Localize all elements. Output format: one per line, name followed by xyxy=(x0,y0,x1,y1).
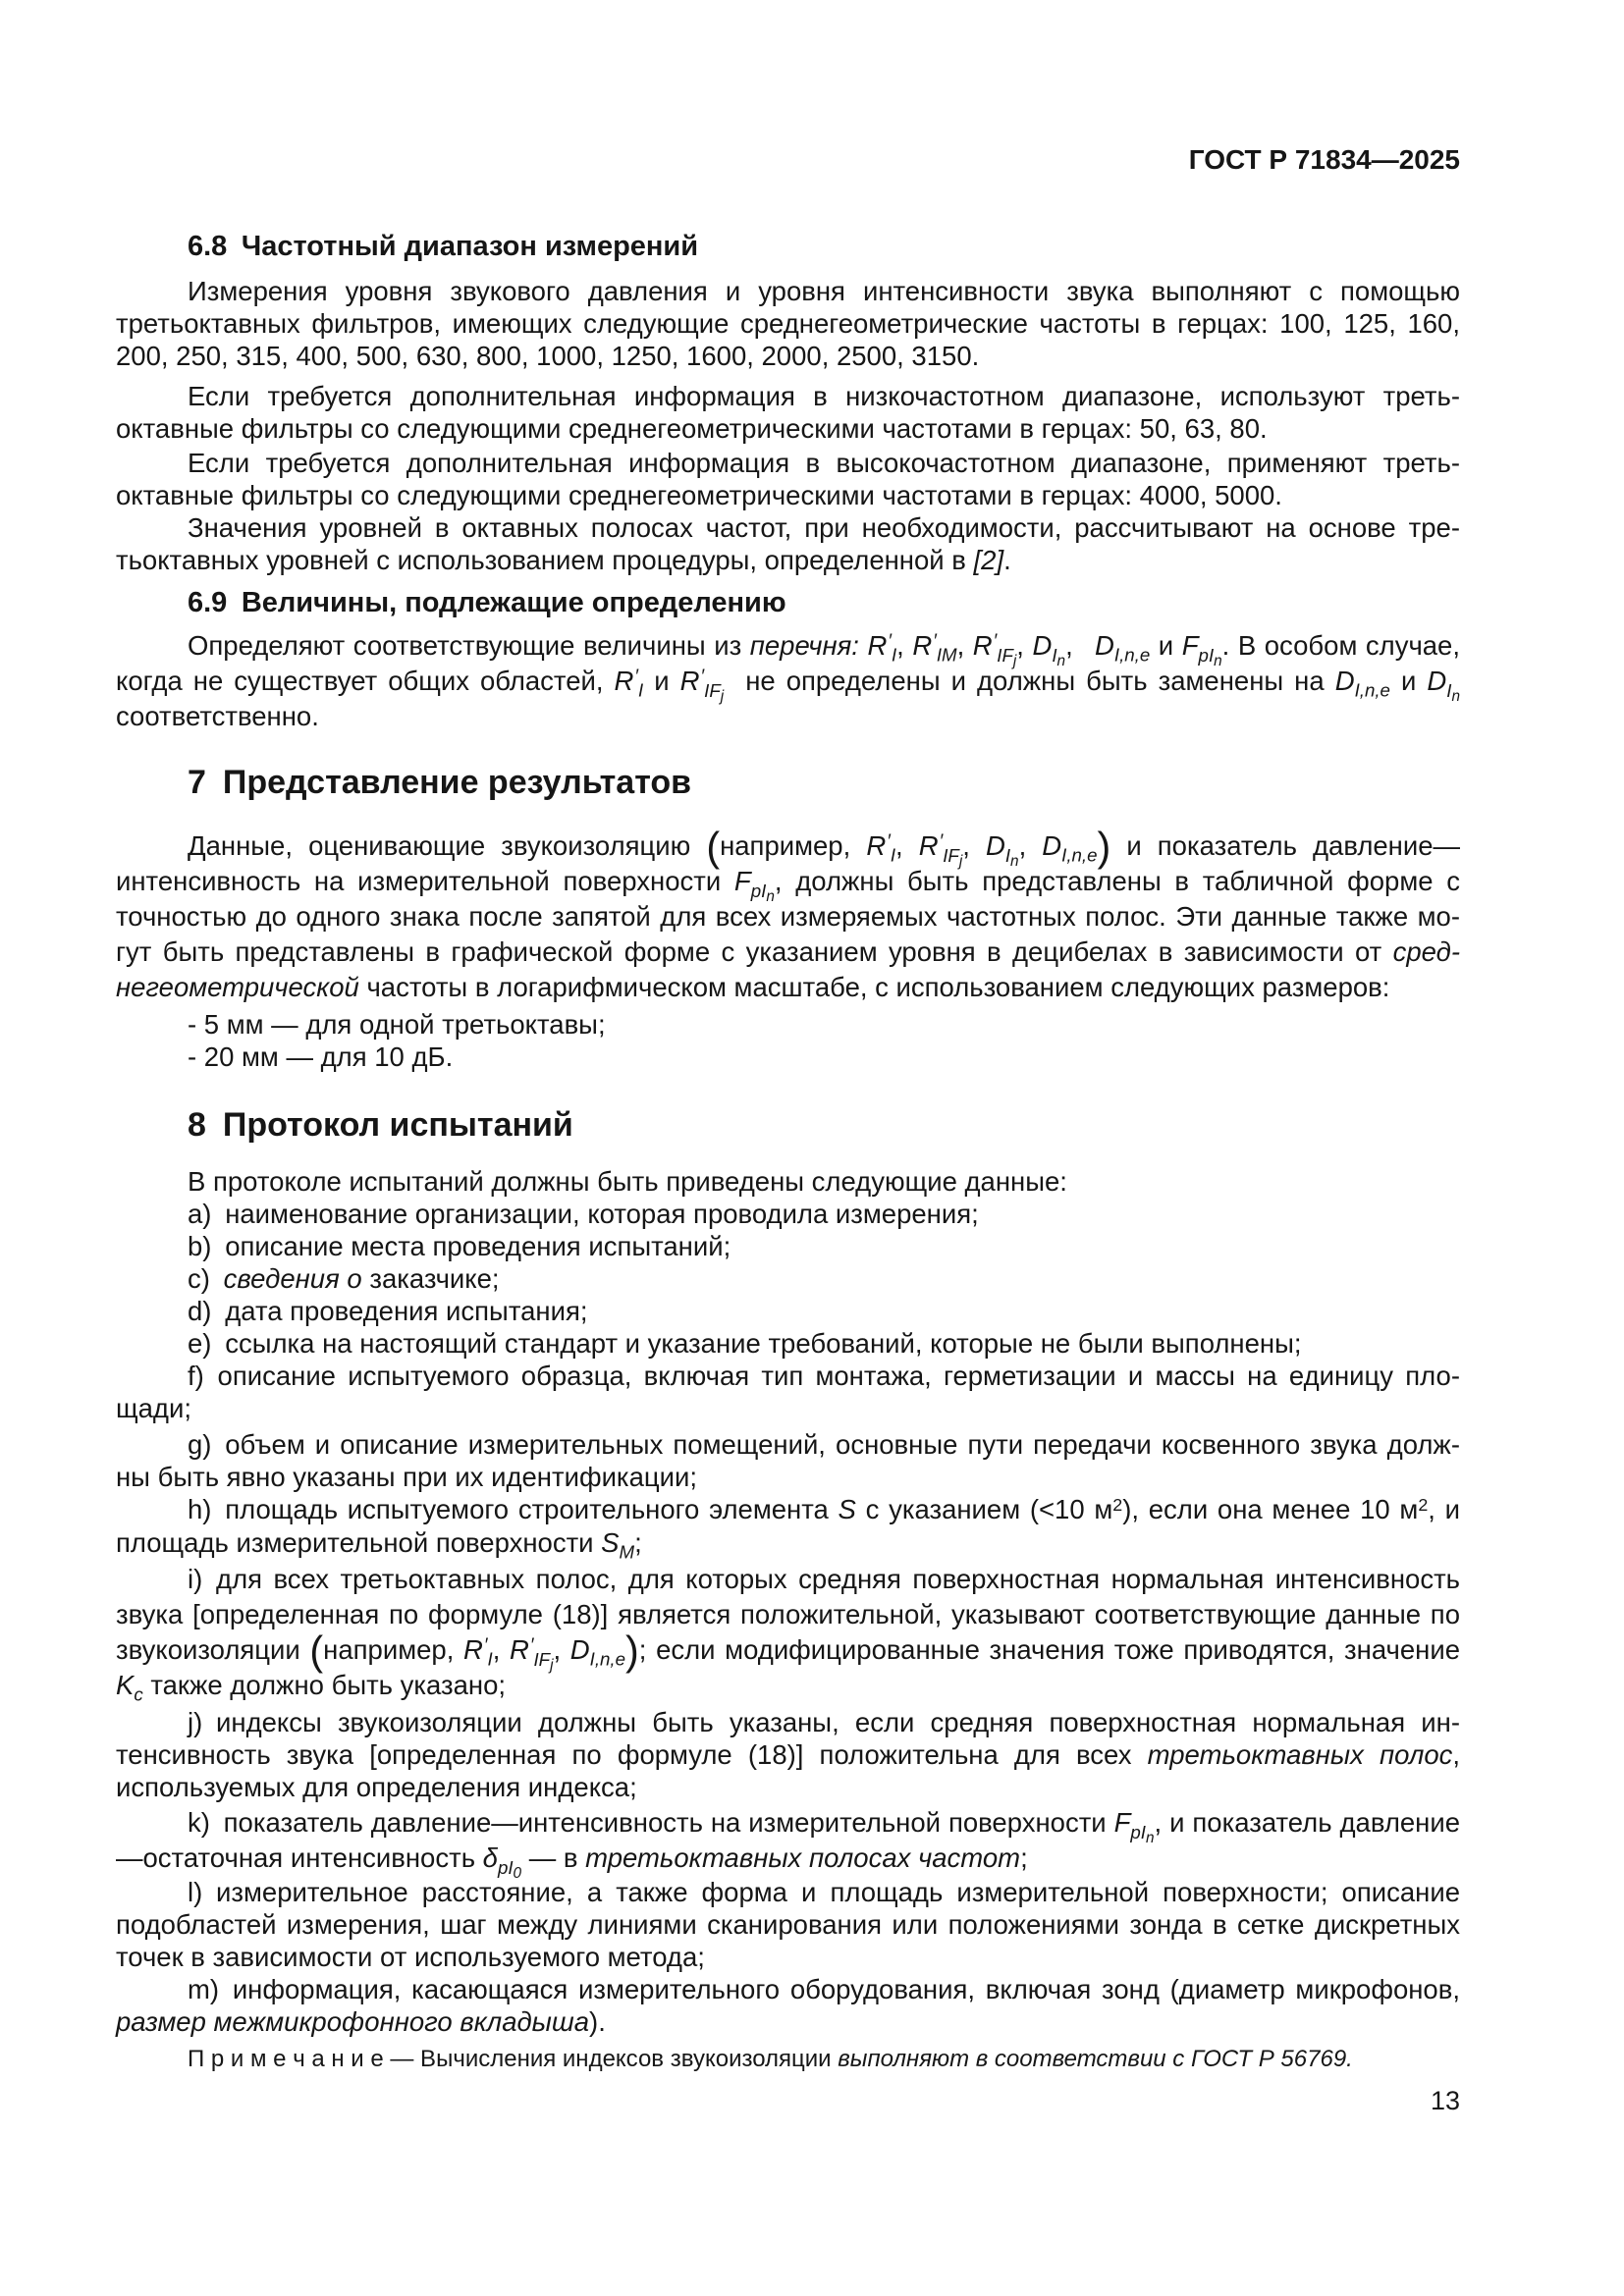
block-item-l xyxy=(116,1876,1468,1973)
block-p-freq3 xyxy=(116,447,1460,511)
block-item-d xyxy=(116,1295,1460,1327)
block-item-g xyxy=(116,1428,1460,1493)
text-run: f) описание испытуемого образца, включая тип монтажа, герметизации и массы на единицу площади; xyxy=(116,1361,1460,1423)
text-run: . xyxy=(1003,545,1011,575)
text-run: , xyxy=(553,1634,570,1665)
math-symbol: $R'_{IF_j}$ xyxy=(679,666,725,705)
block-h7: 7 Представление результатов xyxy=(188,764,692,801)
block-item-f xyxy=(116,1360,1460,1424)
page-number: 13 xyxy=(1430,2086,1460,2115)
math-symbol: $R'_{IF_j}$ xyxy=(918,830,963,870)
text-run: , xyxy=(962,830,986,861)
text-run: , xyxy=(956,630,973,661)
text-run: c) xyxy=(188,1263,224,1294)
block-item-m xyxy=(116,1973,1468,2038)
text-run: Определяют соответствующие величины из xyxy=(188,630,750,661)
block-item-e xyxy=(116,1327,1460,1360)
text-run: ; если модифицированные значения тоже приводятся, значение xyxy=(638,1634,1468,1665)
text-run: . В особом случае, когда не существует общих областей, xyxy=(116,630,1468,696)
italic-text: перечня: xyxy=(749,630,859,661)
math-symbol: $R'_{IM}$ xyxy=(912,630,957,666)
math-symbol: $S_M$ xyxy=(601,1527,635,1563)
text-run: l) измерительное расстояние, а также форма и площадь измерительной поверхности; описание подобластей измерения, шаг между линиями сканирования или положениями зонда в сетке дискретных точек в зависимости от используемого метода; xyxy=(116,1877,1468,1972)
math-symbol: $R'_I$ xyxy=(614,666,644,701)
italic-text: среднегеометрической xyxy=(116,936,1460,1002)
text-run: ), если она менее 10 м xyxy=(1122,1494,1419,1524)
block-p-values xyxy=(116,628,1468,734)
text-run: соответственно. xyxy=(116,666,1468,731)
text-run: — в xyxy=(521,1842,586,1873)
math-symbol: $R'_I$ xyxy=(866,830,896,866)
text-run: В протоколе испытаний должны быть приведены следующие данные: xyxy=(188,1166,1067,1197)
text-run: ; xyxy=(634,1527,642,1558)
italic-text: сведения о xyxy=(223,1263,362,1294)
block-item-h xyxy=(116,1493,1468,1563)
block-p-results xyxy=(116,824,1468,1005)
text-run: например, xyxy=(323,1634,463,1665)
block-p-freq4 xyxy=(116,511,1460,576)
math-symbol: $K_c$ xyxy=(116,1670,143,1705)
text-run: и xyxy=(1150,630,1182,661)
big-paren: ) xyxy=(1097,824,1111,870)
block-dash2 xyxy=(116,1041,1460,1073)
block-note xyxy=(116,2045,1460,2074)
text-run: с указанием (<10 м xyxy=(855,1494,1113,1524)
text-column xyxy=(116,144,1468,2115)
text-run: и xyxy=(643,666,680,696)
math-symbol: $D_{I,n,e}$ xyxy=(569,1634,626,1670)
text-run: - 5 мм — для одной третьоктавы; xyxy=(188,1009,606,1040)
text-run: - 20 мм — для 10 дБ. xyxy=(188,1041,454,1072)
block-p-freq1 xyxy=(116,275,1468,372)
text-run: Данные, оценивающие звукоизоляцию xyxy=(188,830,707,861)
italic-text: выполняют в соответствии с ГОСТ Р 56769. xyxy=(838,2046,1353,2072)
block-p-freq2 xyxy=(116,380,1460,445)
block-dash1 xyxy=(116,1008,1460,1041)
math-symbol: $D_{I_n}$ xyxy=(1032,630,1066,669)
document-body xyxy=(116,231,1468,2074)
math-symbol: $D_{I,n,e}$ xyxy=(1334,666,1390,701)
text-run: k) показатель давление—интенсивность на измерительной поверхности xyxy=(188,1807,1114,1838)
text-run: Измерения уровня звукового давления и уровня интенсивности звука выполняют с помощью третьоктавных фильтров, имеющих следующие среднегеометрические частоты в герцах: 100, 125, 160, 200, 250, 315, 400, 500, 630, 800, 1000, 1250, 1600, 2000, 2500, 3150. xyxy=(116,276,1468,371)
math-symbol: S xyxy=(838,1494,856,1524)
text-run: , xyxy=(1065,630,1096,661)
document-code: ГОСТ Р 71834—2025 xyxy=(1188,144,1460,175)
block-item-a xyxy=(116,1198,1460,1230)
text-run: d) дата проведения испытания; xyxy=(188,1296,588,1326)
math-symbol: $F_{pI_n}$ xyxy=(1113,1807,1155,1846)
text-run: заказчике; xyxy=(361,1263,500,1294)
text-run: Значения уровней в октавных полосах частот, при необходимости, рассчитывают на основе третьоктавных уровней с использованием процедуры, определенной в xyxy=(116,512,1460,575)
text-run: , и показатель давление—остаточная интенсивность xyxy=(116,1807,1460,1873)
text-run: g) объем и описание измерительных помещений, основные пути передачи косвенного звука должны быть явно указаны при их идентификации; xyxy=(116,1429,1460,1492)
block-h8: 8 Протокол испытаний xyxy=(188,1106,573,1144)
text-run: ). xyxy=(589,2006,606,2037)
math-symbol: $R'_{IF_j}$ xyxy=(972,630,1017,669)
text-run: , xyxy=(895,830,919,861)
text-run: h) площадь испытуемого строительного элемента xyxy=(188,1494,839,1524)
text-run: Если требуется дополнительная информация в низкочастотном диапазоне, используют третьоктавные фильтры со следующими среднегеометрическими частотами в герцах: 50, 63, 80. xyxy=(116,381,1460,444)
text-run: b) описание места проведения испытаний; xyxy=(188,1231,731,1261)
text-run: П р и м е ч а н и е — Вычисления индексов звукоизоляции xyxy=(188,2046,839,2072)
big-paren: ( xyxy=(309,1628,324,1674)
text-run: и xyxy=(1389,666,1428,696)
math-symbol: $F_{pI_n}$ xyxy=(1181,630,1222,669)
text-run: , и площадь измерительной поверхности xyxy=(116,1494,1468,1558)
text-run: , xyxy=(492,1634,510,1665)
math-symbol: $D_{I_n}$ xyxy=(1427,666,1460,705)
math-symbol: $D_{I,n,e}$ xyxy=(1042,830,1098,866)
superscript: 2 xyxy=(1112,1494,1123,1515)
italic-text: третьоктавных полосах частот xyxy=(585,1842,1021,1873)
text-run: Если требуется дополнительная информация в высокочастотном диапазоне, применяют третьоктавные фильтры со следующими среднегеометрическими частотами в герцах: 4000, 5000. xyxy=(116,448,1460,510)
block-item-b xyxy=(116,1230,1460,1262)
math-symbol: $D_{I,n,e}$ xyxy=(1095,630,1151,666)
text-run: также должно быть указано; xyxy=(142,1670,507,1700)
block-h69: 6.9 Величины, подлежащие определению xyxy=(188,587,786,618)
math-symbol: $F_{pI_n}$ xyxy=(733,866,775,905)
text-run: частоты в логарифмическом масштабе, с использованием следующих размеров: xyxy=(358,972,1390,1002)
text-run: , должны быть представлены в табличной форме с точностью до одного знака после запятой для всех измеряемых частотных полос. Эти данные также могут быть представлены в графической форме с указанием уровня в децибелах в зависимости от xyxy=(116,866,1468,967)
text-run: a) наименование организации, которая проводила измерения; xyxy=(188,1199,979,1229)
text-run: , используемых для определения индекса; xyxy=(116,1739,1468,1802)
big-paren: ( xyxy=(706,824,721,870)
block-item-j xyxy=(116,1706,1468,1803)
text-run: не определены и должны быть заменены на xyxy=(724,666,1335,696)
text-run: m) информация, касающаяся измерительного оборудования, включая зонд (диаметр микрофонов, xyxy=(188,1974,1468,2004)
block-item-i xyxy=(116,1562,1468,1705)
italic-text: размер межмикрофонного вкладыша xyxy=(116,2006,590,2037)
italic-text: третьоктавных полос xyxy=(1147,1739,1453,1770)
math-symbol: $\delta_{pI_0}$ xyxy=(482,1842,522,1882)
math-symbol: $R'_I$ xyxy=(867,630,897,666)
superscript: 2 xyxy=(1418,1494,1429,1515)
text-run: , xyxy=(896,630,913,661)
text-run: j) индексы звукоизоляции должны быть указаны, если средняя поверхностная нормальная интенсивность звука [определенная по формуле (18)] положительна для всех xyxy=(116,1707,1460,1770)
block-h68: 6.8 Частотный диапазон измерений xyxy=(188,231,699,262)
text-run: , xyxy=(1018,830,1043,861)
text-run: i) для всех третьоктавных полос, для которых средняя поверхностная нормальная интенсивность звука [определенная по формуле (18)] является положительной, указывают соответствующие данные по звукоизоляции xyxy=(116,1564,1468,1665)
text-run: e) ссылка на настоящий стандарт и указание требований, которые не были выполнены; xyxy=(188,1328,1302,1359)
math-symbol: $R'_I$ xyxy=(463,1634,493,1670)
text-run: , xyxy=(1016,630,1033,661)
math-symbol: $R'_{IF_j}$ xyxy=(509,1634,554,1674)
italic-text: [2] xyxy=(973,545,1004,575)
block-item-c xyxy=(116,1262,1460,1295)
block-p-protocol-intro xyxy=(116,1165,1460,1198)
big-paren: ) xyxy=(625,1628,639,1674)
text-run: ; xyxy=(1020,1842,1028,1873)
text-run: например, xyxy=(720,830,867,861)
math-symbol: $D_{I_n}$ xyxy=(985,830,1019,870)
block-item-k xyxy=(116,1805,1460,1882)
text-run: и показатель давление—интенсивность на измерительной поверхности xyxy=(116,830,1461,896)
